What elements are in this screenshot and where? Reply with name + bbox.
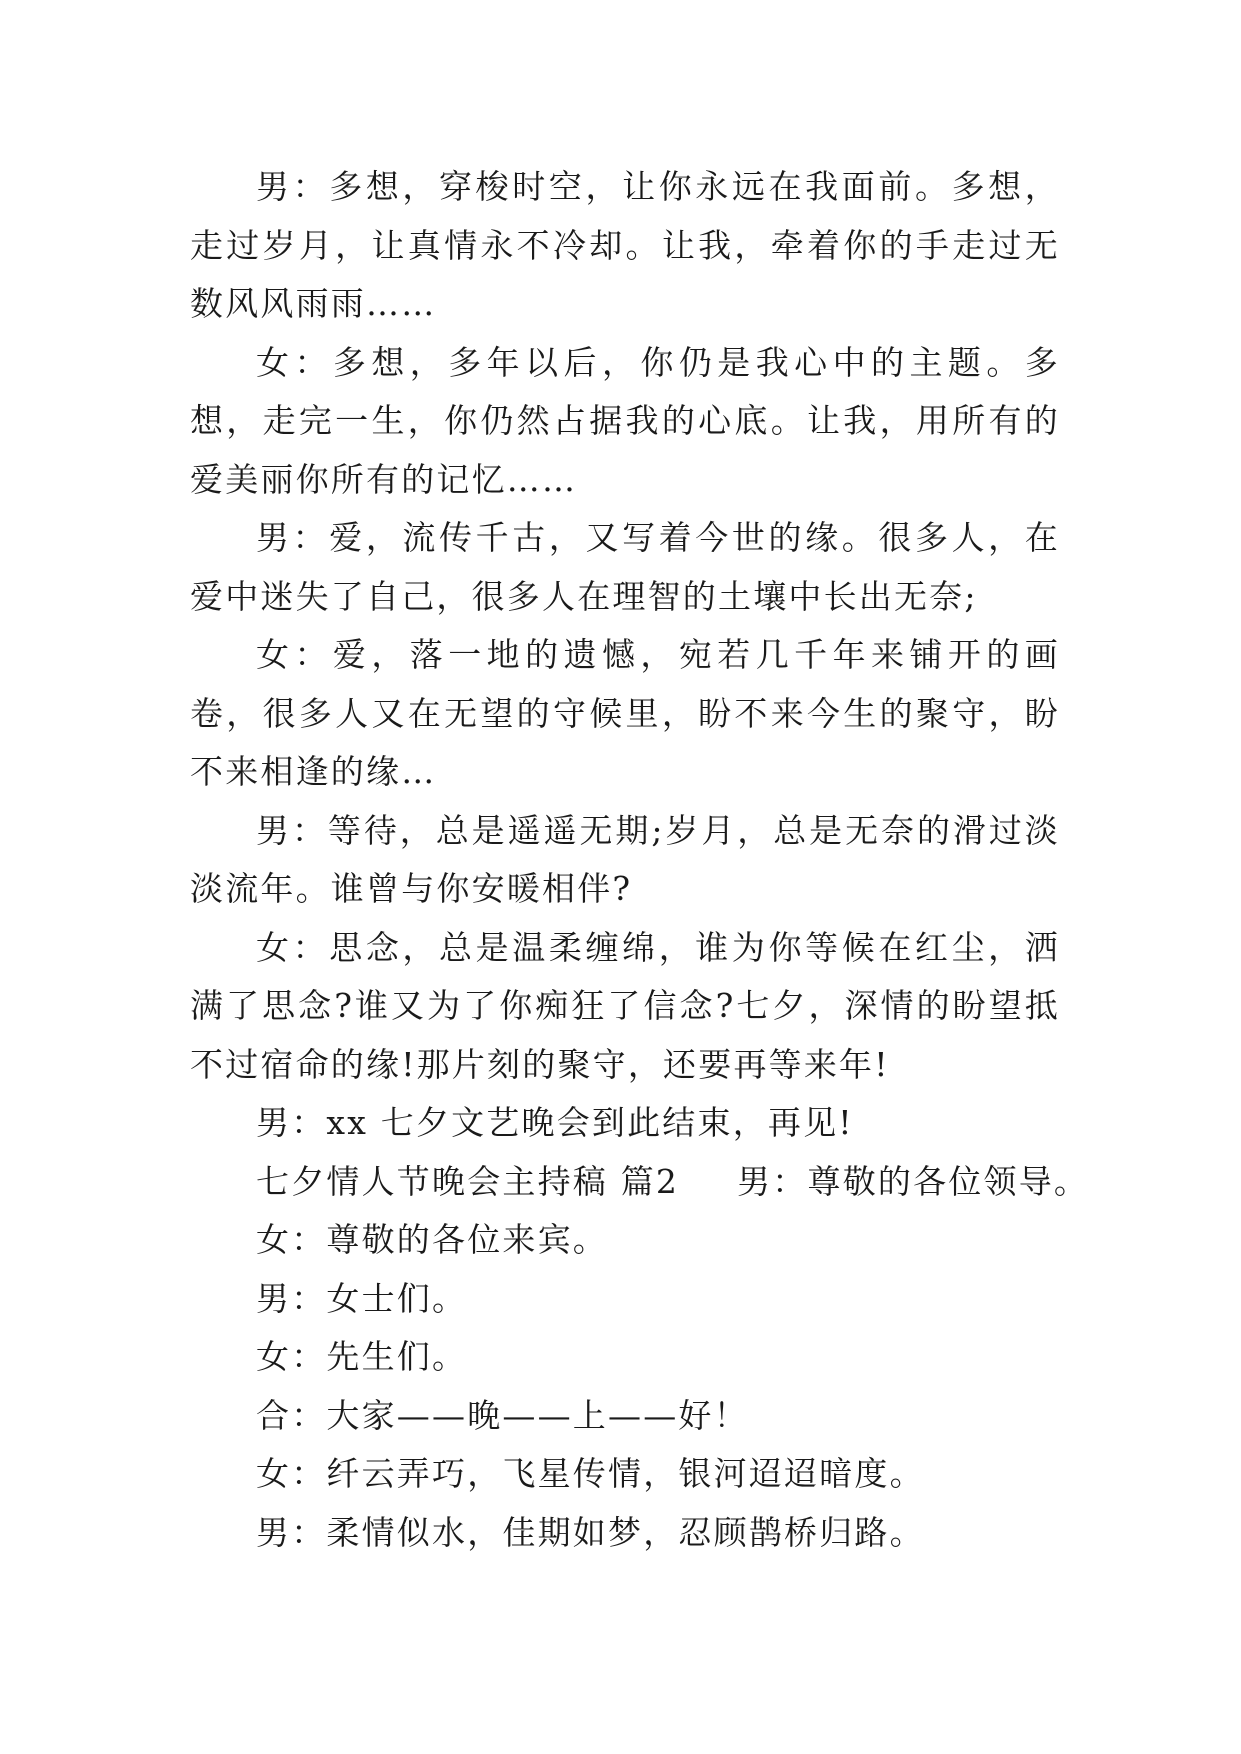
section-heading: 七夕情人节晚会主持稿 篇2 — [256, 1161, 680, 1201]
paragraph: 男：爱，流传千古，又写着今世的缘。很多人，在爱中迷失了自己，很多人在理智的土壤中长出无奈; — [190, 518, 1060, 616]
paragraph: 合：大家——晚——上——好！ — [256, 1395, 749, 1435]
document-body — [190, 158, 1090, 1562]
paragraph: 男：多想，穿梭时空，让你永远在我面前。多想，走过岁月，让真情永不冷却。让我，牵着你的手走过无数风风雨雨…… — [190, 167, 1060, 323]
paragraph: 女：先生们。 — [256, 1337, 468, 1376]
section-first-line: 男：尊敬的各位领导。 — [737, 1161, 1090, 1201]
paragraph: 女：多想，多年以后，你仍是我心中的主题。多想，走完一生，你仍然占据我的心底。让我，用所有的爱美丽你所有的记忆…… — [190, 342, 1060, 499]
paragraph: 男：女士们。 — [256, 1278, 468, 1318]
paragraph: 女：纤云弄巧，飞星传情，银河迢迢暗度。 — [256, 1454, 925, 1493]
paragraph: 男：柔情似水，佳期如梦，忍顾鹊桥归路。 — [256, 1512, 925, 1552]
section-heading-line — [190, 1153, 1090, 1212]
paragraph: 男：xx 七夕文艺晚会到此结束，再见! — [256, 1103, 854, 1142]
paragraph: 女：爱，落一地的遗憾，宛若几千年来铺开的画卷，很多人又在无望的守候里，盼不来今生的聚守，盼不来相逢的缘… — [190, 635, 1060, 791]
paragraph: 女：尊敬的各位来宾。 — [256, 1220, 608, 1259]
paragraph: 男：等待，总是遥遥无期;岁月，总是无奈的滑过淡淡流年。谁曾与你安暖相伴? — [190, 810, 1060, 908]
paragraph: 女：思念，总是温柔缠绵，谁为你等候在红尘，洒满了思念?谁又为了你痴狂了信念?七夕，深情的盼望抵不过宿命的缘!那片刻的聚守，还要再等来年! — [190, 927, 1060, 1084]
